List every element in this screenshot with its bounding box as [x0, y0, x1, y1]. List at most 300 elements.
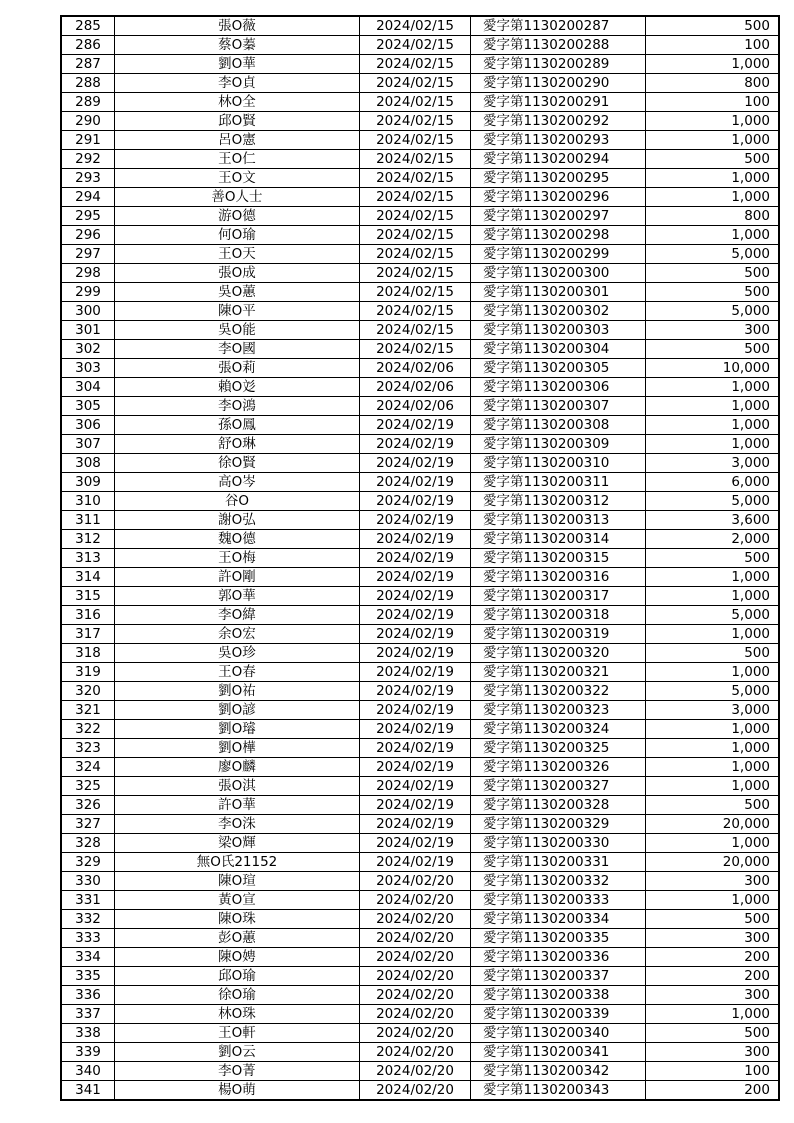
- table-row: [61, 834, 779, 853]
- table-row: [61, 1081, 779, 1101]
- table-row: [61, 1024, 779, 1043]
- receipt-number: 愛字第1130200287: [471, 16, 646, 36]
- donation-date: 2024/02/15: [360, 264, 471, 283]
- donor-name: 呂O憲: [115, 131, 360, 150]
- donation-amount: 300: [646, 929, 780, 948]
- row-number: 303: [61, 359, 115, 378]
- row-number: 304: [61, 378, 115, 397]
- donation-amount: 5,000: [646, 606, 780, 625]
- donation-date: 2024/02/19: [360, 853, 471, 872]
- row-number: 333: [61, 929, 115, 948]
- donation-amount: 200: [646, 967, 780, 986]
- receipt-number: 愛字第1130200314: [471, 530, 646, 549]
- donation-amount: 500: [646, 283, 780, 302]
- donor-name: 劉O云: [115, 1043, 360, 1062]
- receipt-number: 愛字第1130200341: [471, 1043, 646, 1062]
- receipt-number: 愛字第1130200318: [471, 606, 646, 625]
- donation-date: 2024/02/19: [360, 606, 471, 625]
- table-row: [61, 340, 779, 359]
- donor-name: 吳O能: [115, 321, 360, 340]
- row-number: 306: [61, 416, 115, 435]
- donation-date: 2024/02/19: [360, 492, 471, 511]
- receipt-number: 愛字第1130200315: [471, 549, 646, 568]
- table-row: [61, 302, 779, 321]
- row-number: 321: [61, 701, 115, 720]
- receipt-number: 愛字第1130200332: [471, 872, 646, 891]
- receipt-number: 愛字第1130200326: [471, 758, 646, 777]
- table-row: [61, 777, 779, 796]
- receipt-number: 愛字第1130200343: [471, 1081, 646, 1101]
- donation-date: 2024/02/20: [360, 967, 471, 986]
- donation-date: 2024/02/20: [360, 1024, 471, 1043]
- donation-date: 2024/02/19: [360, 720, 471, 739]
- row-number: 292: [61, 150, 115, 169]
- donation-date: 2024/02/19: [360, 568, 471, 587]
- donor-name: 邱O賢: [115, 112, 360, 131]
- donor-name: 陳O珠: [115, 910, 360, 929]
- receipt-number: 愛字第1130200330: [471, 834, 646, 853]
- table-row: [61, 1062, 779, 1081]
- table-row: [61, 587, 779, 606]
- row-number: 336: [61, 986, 115, 1005]
- row-number: 320: [61, 682, 115, 701]
- row-number: 334: [61, 948, 115, 967]
- receipt-number: 愛字第1130200290: [471, 74, 646, 93]
- donation-amount: 1,000: [646, 625, 780, 644]
- donation-date: 2024/02/19: [360, 625, 471, 644]
- receipt-number: 愛字第1130200327: [471, 777, 646, 796]
- donation-amount: 1,000: [646, 131, 780, 150]
- table-row: [61, 606, 779, 625]
- table-row: [61, 378, 779, 397]
- row-number: 286: [61, 36, 115, 55]
- donation-date: 2024/02/19: [360, 530, 471, 549]
- donor-name: 谷O: [115, 492, 360, 511]
- donation-date: 2024/02/06: [360, 378, 471, 397]
- row-number: 325: [61, 777, 115, 796]
- donor-name: 魏O德: [115, 530, 360, 549]
- receipt-number: 愛字第1130200321: [471, 663, 646, 682]
- donation-date: 2024/02/15: [360, 302, 471, 321]
- table-row: [61, 74, 779, 93]
- donation-date: 2024/02/06: [360, 397, 471, 416]
- donation-amount: 3,000: [646, 454, 780, 473]
- table-row: [61, 416, 779, 435]
- row-number: 297: [61, 245, 115, 264]
- donor-name: 劉O璿: [115, 720, 360, 739]
- row-number: 317: [61, 625, 115, 644]
- row-number: 323: [61, 739, 115, 758]
- donor-name: 林O珠: [115, 1005, 360, 1024]
- donation-amount: 300: [646, 986, 780, 1005]
- receipt-number: 愛字第1130200331: [471, 853, 646, 872]
- table-row: [61, 910, 779, 929]
- row-number: 307: [61, 435, 115, 454]
- donation-date: 2024/02/19: [360, 454, 471, 473]
- row-number: 319: [61, 663, 115, 682]
- table-row: [61, 549, 779, 568]
- table-row: [61, 967, 779, 986]
- row-number: 340: [61, 1062, 115, 1081]
- table-row: [61, 435, 779, 454]
- donation-amount: 1,000: [646, 1005, 780, 1024]
- row-number: 318: [61, 644, 115, 663]
- row-number: 314: [61, 568, 115, 587]
- donation-amount: 1,000: [646, 758, 780, 777]
- receipt-number: 愛字第1130200322: [471, 682, 646, 701]
- donation-date: 2024/02/19: [360, 815, 471, 834]
- table-row: [61, 169, 779, 188]
- table-row: [61, 530, 779, 549]
- table-row: [61, 55, 779, 74]
- receipt-number: 愛字第1130200306: [471, 378, 646, 397]
- donor-name: 徐O賢: [115, 454, 360, 473]
- row-number: 309: [61, 473, 115, 492]
- donation-amount: 1,000: [646, 720, 780, 739]
- donor-name: 張O成: [115, 264, 360, 283]
- table-row: [61, 872, 779, 891]
- row-number: 341: [61, 1081, 115, 1101]
- donation-date: 2024/02/20: [360, 910, 471, 929]
- row-number: 305: [61, 397, 115, 416]
- donation-amount: 6,000: [646, 473, 780, 492]
- receipt-number: 愛字第1130200288: [471, 36, 646, 55]
- donation-date: 2024/02/15: [360, 188, 471, 207]
- donor-name: 陳O娉: [115, 948, 360, 967]
- receipt-number: 愛字第1130200319: [471, 625, 646, 644]
- donation-date: 2024/02/19: [360, 473, 471, 492]
- donation-amount: 5,000: [646, 302, 780, 321]
- receipt-number: 愛字第1130200335: [471, 929, 646, 948]
- donation-amount: 1,000: [646, 834, 780, 853]
- receipt-number: 愛字第1130200298: [471, 226, 646, 245]
- donation-amount: 300: [646, 321, 780, 340]
- row-number: 287: [61, 55, 115, 74]
- table-row: [61, 283, 779, 302]
- donor-name: 王O天: [115, 245, 360, 264]
- table-row: [61, 796, 779, 815]
- donor-name: 黃O宣: [115, 891, 360, 910]
- row-number: 291: [61, 131, 115, 150]
- row-number: 288: [61, 74, 115, 93]
- donation-amount: 20,000: [646, 853, 780, 872]
- donor-name: 陳O瑄: [115, 872, 360, 891]
- donation-date: 2024/02/15: [360, 150, 471, 169]
- receipt-number: 愛字第1130200336: [471, 948, 646, 967]
- table-row: [61, 511, 779, 530]
- donation-date: 2024/02/19: [360, 416, 471, 435]
- receipt-number: 愛字第1130200307: [471, 397, 646, 416]
- donor-name: 廖O麟: [115, 758, 360, 777]
- donor-name: 劉O祐: [115, 682, 360, 701]
- table-row: [61, 948, 779, 967]
- row-number: 302: [61, 340, 115, 359]
- donation-date: 2024/02/19: [360, 549, 471, 568]
- receipt-number: 愛字第1130200340: [471, 1024, 646, 1043]
- receipt-number: 愛字第1130200320: [471, 644, 646, 663]
- donation-date: 2024/02/15: [360, 226, 471, 245]
- row-number: 330: [61, 872, 115, 891]
- donor-name: 王O仁: [115, 150, 360, 169]
- donor-name: 何O瑜: [115, 226, 360, 245]
- table-row: [61, 93, 779, 112]
- row-number: 294: [61, 188, 115, 207]
- receipt-number: 愛字第1130200292: [471, 112, 646, 131]
- table-row: [61, 720, 779, 739]
- donor-name: 王O文: [115, 169, 360, 188]
- donation-amount: 1,000: [646, 739, 780, 758]
- donation-date: 2024/02/20: [360, 986, 471, 1005]
- donation-amount: 10,000: [646, 359, 780, 378]
- donation-amount: 500: [646, 340, 780, 359]
- donor-name: 彭O蕙: [115, 929, 360, 948]
- donation-amount: 3,600: [646, 511, 780, 530]
- row-number: 308: [61, 454, 115, 473]
- receipt-number: 愛字第1130200338: [471, 986, 646, 1005]
- donation-date: 2024/02/15: [360, 55, 471, 74]
- receipt-number: 愛字第1130200289: [471, 55, 646, 74]
- donation-amount: 5,000: [646, 492, 780, 511]
- donation-amount: 800: [646, 74, 780, 93]
- receipt-number: 愛字第1130200299: [471, 245, 646, 264]
- table-row: [61, 682, 779, 701]
- row-number: 300: [61, 302, 115, 321]
- row-number: 293: [61, 169, 115, 188]
- receipt-number: 愛字第1130200325: [471, 739, 646, 758]
- donor-name: 高O岑: [115, 473, 360, 492]
- donation-date: 2024/02/15: [360, 207, 471, 226]
- table-row: [61, 131, 779, 150]
- row-number: 322: [61, 720, 115, 739]
- row-number: 299: [61, 283, 115, 302]
- row-number: 332: [61, 910, 115, 929]
- donation-amount: 100: [646, 1062, 780, 1081]
- donor-name: 邱O瑜: [115, 967, 360, 986]
- table-row: [61, 112, 779, 131]
- receipt-number: 愛字第1130200300: [471, 264, 646, 283]
- table-row: [61, 568, 779, 587]
- receipt-number: 愛字第1130200337: [471, 967, 646, 986]
- donor-name: 賴O彣: [115, 378, 360, 397]
- row-number: 301: [61, 321, 115, 340]
- donation-date: 2024/02/20: [360, 1043, 471, 1062]
- donation-date: 2024/02/20: [360, 929, 471, 948]
- donation-amount: 100: [646, 36, 780, 55]
- donation-date: 2024/02/19: [360, 739, 471, 758]
- row-number: 324: [61, 758, 115, 777]
- receipt-number: 愛字第1130200308: [471, 416, 646, 435]
- table-row: [61, 663, 779, 682]
- donation-amount: 500: [646, 16, 780, 36]
- row-number: 296: [61, 226, 115, 245]
- table-row: [61, 245, 779, 264]
- table-row: [61, 36, 779, 55]
- donation-amount: 300: [646, 1043, 780, 1062]
- receipt-number: 愛字第1130200323: [471, 701, 646, 720]
- receipt-number: 愛字第1130200328: [471, 796, 646, 815]
- table-row: [61, 853, 779, 872]
- donor-name: 吳O珍: [115, 644, 360, 663]
- row-number: 316: [61, 606, 115, 625]
- donor-name: 林O全: [115, 93, 360, 112]
- donor-name: 孫O鳳: [115, 416, 360, 435]
- donation-date: 2024/02/15: [360, 74, 471, 93]
- table-row: [61, 986, 779, 1005]
- receipt-number: 愛字第1130200297: [471, 207, 646, 226]
- table-row: [61, 492, 779, 511]
- donation-date: 2024/02/19: [360, 682, 471, 701]
- receipt-number: 愛字第1130200312: [471, 492, 646, 511]
- donor-name: 余O宏: [115, 625, 360, 644]
- donor-name: 陳O平: [115, 302, 360, 321]
- donation-date: 2024/02/15: [360, 169, 471, 188]
- row-number: 335: [61, 967, 115, 986]
- donation-amount: 1,000: [646, 891, 780, 910]
- donor-name: 無O氏21152: [115, 853, 360, 872]
- donation-date: 2024/02/15: [360, 245, 471, 264]
- donation-date: 2024/02/15: [360, 36, 471, 55]
- table-row: [61, 1043, 779, 1062]
- donation-date: 2024/02/15: [360, 16, 471, 36]
- donation-date: 2024/02/19: [360, 758, 471, 777]
- row-number: 285: [61, 16, 115, 36]
- receipt-number: 愛字第1130200291: [471, 93, 646, 112]
- donation-date: 2024/02/19: [360, 701, 471, 720]
- donation-amount: 1,000: [646, 397, 780, 416]
- donation-amount: 200: [646, 948, 780, 967]
- table-row: [61, 644, 779, 663]
- table-row: [61, 150, 779, 169]
- donor-name: 李O菁: [115, 1062, 360, 1081]
- donation-amount: 1,000: [646, 435, 780, 454]
- table-row: [61, 891, 779, 910]
- donation-amount: 1,000: [646, 226, 780, 245]
- donation-amount: 800: [646, 207, 780, 226]
- row-number: 312: [61, 530, 115, 549]
- donor-name: 吳O蕙: [115, 283, 360, 302]
- row-number: 315: [61, 587, 115, 606]
- donor-name: 李O緯: [115, 606, 360, 625]
- donation-date: 2024/02/20: [360, 1005, 471, 1024]
- table-row: [61, 264, 779, 283]
- row-number: 338: [61, 1024, 115, 1043]
- donation-date: 2024/02/19: [360, 644, 471, 663]
- receipt-number: 愛字第1130200316: [471, 568, 646, 587]
- donation-date: 2024/02/19: [360, 511, 471, 530]
- donor-name: 梁O輝: [115, 834, 360, 853]
- donor-name: 王O梅: [115, 549, 360, 568]
- table-row: [61, 359, 779, 378]
- donation-date: 2024/02/15: [360, 112, 471, 131]
- row-number: 326: [61, 796, 115, 815]
- row-number: 295: [61, 207, 115, 226]
- row-number: 339: [61, 1043, 115, 1062]
- donation-date: 2024/02/20: [360, 891, 471, 910]
- donation-date: 2024/02/19: [360, 587, 471, 606]
- donor-name: 張O莉: [115, 359, 360, 378]
- receipt-number: 愛字第1130200294: [471, 150, 646, 169]
- donation-amount: 2,000: [646, 530, 780, 549]
- receipt-number: 愛字第1130200302: [471, 302, 646, 321]
- row-number: 313: [61, 549, 115, 568]
- donor-name: 張O淇: [115, 777, 360, 796]
- table-row: [61, 758, 779, 777]
- donor-name: 李O鴻: [115, 397, 360, 416]
- donation-amount: 500: [646, 264, 780, 283]
- donation-amount: 5,000: [646, 682, 780, 701]
- receipt-number: 愛字第1130200301: [471, 283, 646, 302]
- donation-amount: 1,000: [646, 55, 780, 74]
- donation-amount: 200: [646, 1081, 780, 1101]
- receipt-number: 愛字第1130200305: [471, 359, 646, 378]
- table-row: [61, 929, 779, 948]
- receipt-number: 愛字第1130200342: [471, 1062, 646, 1081]
- table-row: [61, 454, 779, 473]
- donation-date: 2024/02/15: [360, 321, 471, 340]
- receipt-number: 愛字第1130200293: [471, 131, 646, 150]
- donor-name: 張O薇: [115, 16, 360, 36]
- donation-date: 2024/02/06: [360, 359, 471, 378]
- table-row: [61, 397, 779, 416]
- donor-name: 李O洙: [115, 815, 360, 834]
- donor-name: 徐O瑜: [115, 986, 360, 1005]
- donation-amount: 500: [646, 549, 780, 568]
- receipt-number: 愛字第1130200333: [471, 891, 646, 910]
- donation-date: 2024/02/15: [360, 131, 471, 150]
- receipt-number: 愛字第1130200310: [471, 454, 646, 473]
- row-number: 289: [61, 93, 115, 112]
- receipt-number: 愛字第1130200295: [471, 169, 646, 188]
- donation-amount: 3,000: [646, 701, 780, 720]
- table-row: [61, 739, 779, 758]
- donation-amount: 1,000: [646, 663, 780, 682]
- donor-name: 蔡O蓁: [115, 36, 360, 55]
- donor-name: 劉O諺: [115, 701, 360, 720]
- donation-date: 2024/02/20: [360, 872, 471, 891]
- donation-amount: 500: [646, 1024, 780, 1043]
- receipt-number: 愛字第1130200324: [471, 720, 646, 739]
- row-number: 331: [61, 891, 115, 910]
- donor-name: 舒O琳: [115, 435, 360, 454]
- donation-date: 2024/02/19: [360, 663, 471, 682]
- donation-amount: 1,000: [646, 169, 780, 188]
- donation-date: 2024/02/20: [360, 1081, 471, 1101]
- receipt-number: 愛字第1130200317: [471, 587, 646, 606]
- donation-amount: 500: [646, 644, 780, 663]
- donation-date: 2024/02/15: [360, 283, 471, 302]
- row-number: 310: [61, 492, 115, 511]
- row-number: 337: [61, 1005, 115, 1024]
- donation-amount: 500: [646, 796, 780, 815]
- row-number: 290: [61, 112, 115, 131]
- receipt-number: 愛字第1130200311: [471, 473, 646, 492]
- donation-amount: 20,000: [646, 815, 780, 834]
- donation-amount: 500: [646, 910, 780, 929]
- donation-amount: 1,000: [646, 188, 780, 207]
- table-row: [61, 207, 779, 226]
- donor-name: 善O人士: [115, 188, 360, 207]
- donor-name: 楊O萌: [115, 1081, 360, 1101]
- table-row: [61, 1005, 779, 1024]
- donor-name: 許O華: [115, 796, 360, 815]
- receipt-number: 愛字第1130200339: [471, 1005, 646, 1024]
- donor-name: 許O剛: [115, 568, 360, 587]
- table-row: [61, 188, 779, 207]
- donation-date: 2024/02/19: [360, 435, 471, 454]
- receipt-number: 愛字第1130200296: [471, 188, 646, 207]
- donation-amount: 1,000: [646, 416, 780, 435]
- donation-amount: 1,000: [646, 378, 780, 397]
